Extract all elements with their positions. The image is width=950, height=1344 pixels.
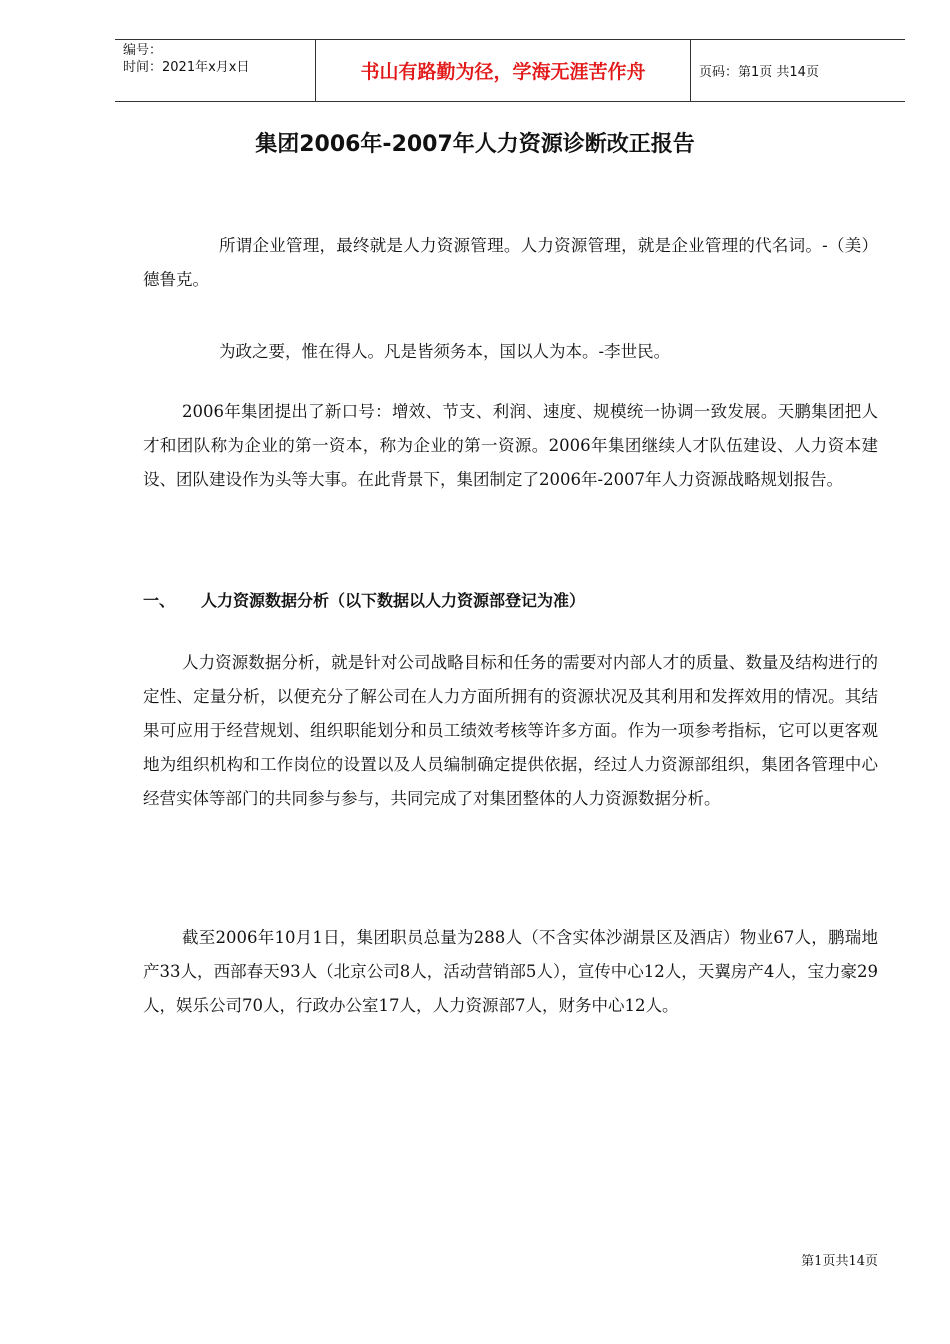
page-footer: 第1页共14页 — [801, 1254, 878, 1269]
section-title: 人力资源数据分析（以下数据以人力资源部登记为准） — [201, 591, 586, 610]
page-header — [115, 39, 905, 102]
quote-li-shimin: 为政之要，惟在得人。凡是皆须务本，国以人为本。-李世民。 — [219, 342, 671, 361]
section-heading — [143, 588, 585, 611]
statistics-paragraph: 截至2006年10月1日，集团职员总量为288人（不含实体沙湖景区及酒店）物业67人，鹏瑞地产33人，西部春天93人（北京公司8人，活动营销部5人），宣传中心12人，天翼房产4人，宝力豪29人，娱乐公司70人，行政办公室17人，人力资源部7人，财务中心12人。 — [143, 928, 878, 1015]
section-number: 一、 — [143, 591, 176, 610]
header-motto: 书山有路勤为径，学海无涯苦作舟 — [315, 40, 691, 101]
time-label: 时间：2021年x月x日 — [123, 60, 250, 75]
header-meta — [115, 40, 323, 101]
quote-drucker: 所谓企业管理，最终就是人力资源管理。人力资源管理，就是企业管理的代名词。-（美）德鲁克。 — [143, 236, 878, 289]
intro-paragraph: 2006年集团提出了新口号：增效、节支、利润、速度、规模统一协调一致发展。天鹏集团把人才和团队称为企业的第一资本，称为企业的第一资源。2006年集团继续人才队伍建设、人力资本建设、团队建设作为头等大事。在此背景下，集团制定了2006年-2007年人力资源战略规划报告。 — [143, 402, 878, 489]
document-title: 集团2006年-2007年人力资源诊断改正报告 — [255, 132, 695, 157]
analysis-paragraph: 人力资源数据分析，就是针对公司战略目标和任务的需要对内部人才的质量、数量及结构进行的定性、定量分析，以便充分了解公司在人力方面所拥有的资源状况及其利用和发挥效用的情况。其结果可应用于经营规划、组织职能划分和员工绩效考核等许多方面。作为一项参考指标，它可以更客观地为组织机构和工作岗位的设置以及人员编制确定提供依据，经过人力资源部组织，集团各管理中心经营实体等部门的共同参与参与，共同完成了对集团整体的人力资源数据分析。 — [143, 653, 878, 808]
serial-label: 编号： — [123, 43, 163, 58]
header-page-info: 页码：第1页 共14页 — [699, 65, 819, 80]
